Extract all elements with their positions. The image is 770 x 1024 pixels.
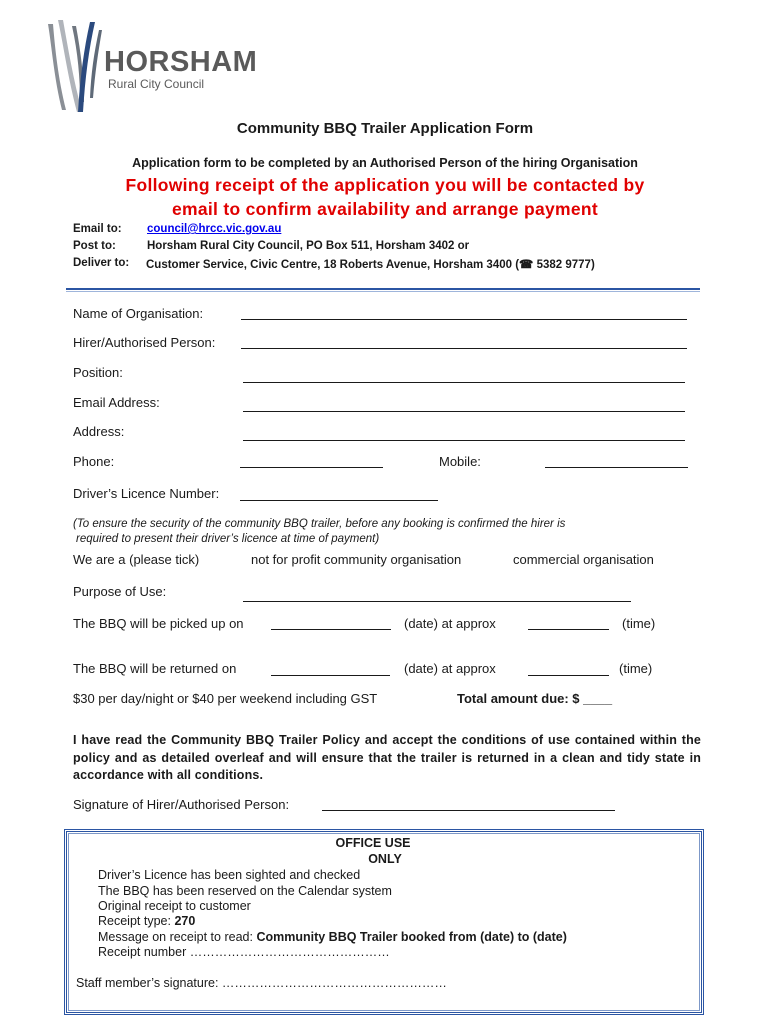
council-email-link[interactable]: council@hrcc.vic.gov.au	[147, 223, 282, 235]
return-time-field[interactable]	[528, 675, 609, 676]
signature-field[interactable]	[322, 810, 615, 811]
organisation-field[interactable]	[241, 319, 687, 320]
mobile-label: Mobile:	[439, 454, 481, 469]
pickup-time-field[interactable]	[528, 629, 609, 630]
office-item-message	[98, 930, 567, 944]
post-to-label: Post to:	[73, 240, 116, 252]
logo-subtitle: Rural City Council	[108, 77, 205, 91]
email-to-label: Email to:	[73, 223, 122, 235]
council-phone: 5382 9777)	[536, 259, 595, 271]
section-divider	[66, 288, 700, 290]
total-amount-field[interactable]: ____	[583, 691, 613, 706]
pickup-date-field[interactable]	[271, 629, 391, 630]
deliver-to-text: Customer Service, Civic Centre, 18 Roberts Avenue, Horsham 3400 (	[146, 259, 520, 271]
notice-line-1: Following receipt of the application you will be contacted by	[125, 175, 645, 195]
licence-label: Driver’s Licence Number:	[73, 486, 220, 501]
org-type-commercial[interactable]: commercial organisation	[513, 552, 654, 567]
office-item-receipt-type	[98, 914, 195, 928]
deliver-to-address	[146, 257, 595, 271]
horsham-logo-icon	[44, 18, 104, 113]
pricing-text: $30 per day/night or $40 per weekend including GST	[73, 691, 378, 706]
pickup-label: The BBQ will be picked up on	[73, 616, 244, 631]
office-use-heading-2: ONLY	[368, 852, 402, 866]
return-label: The BBQ will be returned on	[73, 661, 237, 676]
telephone-icon: ☎	[519, 259, 537, 271]
logo-wordmark: HORSHAM	[104, 46, 258, 78]
receipt-type-label: Receipt type:	[98, 914, 171, 928]
phone-field[interactable]	[240, 467, 383, 468]
policy-acceptance: I have read the Community BBQ Trailer Policy and accept the conditions of use contained within the policy and as detailed overleaf and will ensure that the trailer is returned in a clean and tidy state in accordance with all conditions.	[73, 733, 701, 782]
staff-signature: Staff member’s signature: ………………………………………………	[76, 976, 447, 990]
pickup-date-label: (date) at approx	[404, 616, 496, 631]
position-label: Position:	[73, 365, 123, 380]
section-divider-shadow	[66, 291, 700, 292]
post-to-address: Horsham Rural City Council, PO Box 511, Horsham 3402 or	[147, 240, 470, 252]
mobile-field[interactable]	[545, 467, 688, 468]
office-item-licence: Driver’s Licence has been sighted and checked	[98, 868, 361, 882]
office-use-heading: OFFICE USE	[335, 836, 411, 850]
email-address-field[interactable]	[243, 411, 685, 412]
org-type-label: We are a (please tick)	[73, 552, 200, 567]
pickup-time-label: (time)	[622, 616, 656, 631]
organisation-label: Name of Organisation:	[73, 306, 204, 321]
address-label: Address:	[73, 424, 125, 439]
org-type-not-for-profit[interactable]: not for profit community organisation	[251, 552, 462, 567]
email-address-label: Email Address:	[73, 395, 160, 410]
form-intro: Application form to be completed by an Authorised Person of the hiring Organisation	[132, 156, 638, 170]
purpose-field[interactable]	[243, 601, 631, 602]
deliver-to-label: Deliver to:	[73, 257, 130, 269]
notice-line-2: email to confirm availability and arrange payment	[171, 199, 599, 219]
receipt-message-value: Community BBQ Trailer booked from (date) to (date)	[256, 930, 567, 944]
return-date-field[interactable]	[271, 675, 390, 676]
receipt-message-label: Message on receipt to read:	[98, 930, 253, 944]
total-amount-label: Total amount due: $	[457, 691, 580, 706]
address-field[interactable]	[243, 440, 685, 441]
phone-label: Phone:	[73, 454, 115, 469]
signature-label: Signature of Hirer/Authorised Person:	[73, 797, 290, 812]
form-title: Community BBQ Trailer Application Form	[236, 120, 534, 137]
total-amount-due	[457, 691, 612, 706]
office-item-reserved: The BBQ has been reserved on the Calendar system	[98, 884, 392, 898]
security-note-line-2: required to present their driver’s licence at time of payment)	[76, 533, 380, 545]
security-note-line-1: (To ensure the security of the community BBQ trailer, before any booking is confirmed the hirer is	[73, 518, 566, 530]
return-date-label: (date) at approx	[404, 661, 496, 676]
hirer-label: Hirer/Authorised Person:	[73, 335, 216, 350]
hirer-field[interactable]	[241, 348, 687, 349]
position-field[interactable]	[243, 382, 685, 383]
receipt-type-value: 270	[174, 914, 196, 928]
office-item-receipt-number: Receipt number …………………………………………	[98, 945, 390, 959]
purpose-label: Purpose of Use:	[73, 584, 167, 599]
licence-field[interactable]	[240, 500, 438, 501]
office-item-receipt: Original receipt to customer	[98, 899, 251, 913]
return-time-label: (time)	[619, 661, 653, 676]
